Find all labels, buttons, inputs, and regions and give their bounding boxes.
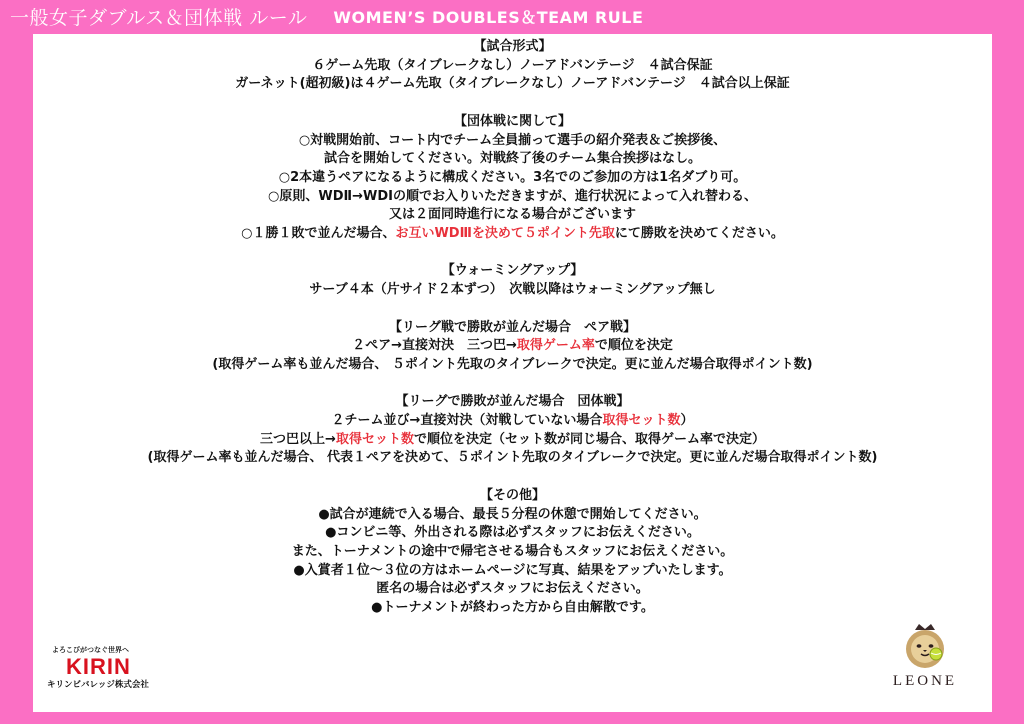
spacer: [33, 94, 992, 113]
match-format-line: ６ゲーム先取（タイブレークなし）ノーアドバンテージ ４試合保証: [312, 57, 713, 73]
other-line: ●コンビニ等、外出される際は必ずスタッフにお伝えください。: [325, 525, 700, 541]
league-team-line: (取得ゲーム率も並んだ場合、 代表１ペアを決めて、５ポイント先取のタイブレークで決定。更に並んだ場合取得ポイント数): [147, 450, 878, 466]
page-title-english: WOMEN’S DOUBLES＆TEAM RULE: [333, 7, 644, 27]
other-line: ●トーナメントが終わった方から自由解散です。: [371, 600, 654, 616]
other-heading: 【その他】: [479, 487, 545, 503]
rules-panel: [33, 34, 992, 712]
league-pair-highlight: 取得ゲーム率: [516, 338, 595, 354]
other-line: ●試合が連続で入る場合、最長５分程の休憩で開始してください。: [318, 506, 707, 522]
team-rule-highlight: お互いWDⅢを決めて５ポイント先取: [395, 226, 615, 242]
league-team-text: で順位を決定（セット数が同じ場合、取得ゲーム率で決定）: [413, 431, 765, 447]
league-pair-line: [33, 337, 992, 356]
spacer: [33, 244, 992, 263]
rules-content: [33, 38, 992, 618]
match-format-heading: 【試合形式】: [473, 39, 552, 54]
team-rule-line: ○対戦開始前、コート内でチーム全員揃って選手の紹介発表＆ご挨拶後、: [298, 132, 727, 148]
spacer: [33, 300, 992, 319]
page-title: 一般女子ダブルス＆団体戦 ルール: [10, 6, 308, 29]
team-rule-text: ○１勝１敗で並んだ場合、: [241, 226, 396, 242]
spacer: [33, 375, 992, 394]
team-rule-line: 試合を開始してください。対戦終了後のチーム集合挨拶はなし。: [323, 151, 701, 167]
league-team-highlight: 取得セット数: [335, 431, 414, 447]
kirin-tagline: よろこびがつなぐ世界へ: [52, 646, 129, 654]
warmup-heading: 【ウォーミングアップ】: [441, 263, 584, 279]
team-rule-text: にて勝敗を決めてください。: [614, 226, 784, 242]
other-line: ●入賞者１位～３位の方はホームページに写真、結果をアップいたします。: [293, 562, 732, 578]
league-team-line: [33, 431, 992, 450]
league-pair-line: (取得ゲーム率も並んだ場合、 ５ポイント先取のタイブレークで決定。更に並んだ場合取得ポイント数): [212, 356, 813, 372]
kirin-sponsor-logo: [44, 646, 164, 702]
league-pair-text: で順位を決定: [594, 338, 673, 354]
league-team-line: [33, 412, 992, 431]
team-rule-line: 又は２面同時進行になる場合がございます: [388, 207, 636, 223]
team-rule-line: ○原則、WDⅡ→WDⅠの順でお入りいただきますが、進行状況によって入れ替わる、: [268, 188, 757, 204]
league-pair-heading: 【リーグ戦で勝敗が並んだ場合 ペア戦】: [388, 319, 636, 335]
league-team-text: ）: [680, 413, 694, 428]
lion-crest-icon: [899, 620, 951, 672]
league-team-heading: 【リーグで勝敗が並んだ場合 団体戦】: [395, 394, 630, 410]
league-team-text: 三つ巴以上→: [260, 431, 336, 447]
league-team-highlight: 取得セット数: [602, 413, 681, 428]
match-format-line: ガーネット(超初級)は４ゲーム先取（タイブレークなし）ノーアドバンテージ ４試合以上保証: [235, 76, 790, 92]
page-header: [0, 0, 1024, 32]
league-team-text: ２チーム並び→直接対決（対戦していない場合: [331, 413, 603, 428]
team-rule-line: ○2本違うペアになるように構成ください。3名でのご参加の方は1名ダブり可。: [278, 169, 747, 185]
other-line: 匿名の場合は必ずスタッフにお伝えください。: [376, 581, 649, 597]
kirin-company-name: キリンビバレッジ株式会社: [47, 680, 149, 690]
warmup-line: サーブ４本（片サイド２本ずつ） 次戦以降はウォーミングアップ無し: [309, 282, 716, 298]
league-pair-text: ２ペア→直接対決 三つ巴→: [352, 338, 517, 354]
leone-wordmark: LEONE: [892, 673, 958, 689]
kirin-wordmark: KIRIN: [66, 654, 131, 679]
leone-sponsor-logo: [880, 620, 970, 690]
team-heading: 【団体戦に関して】: [453, 113, 571, 129]
other-line: また、トーナメントの途中で帰宅させる場合もスタッフにお伝えください。: [291, 543, 734, 559]
spacer: [33, 468, 992, 487]
team-rule-line: [33, 225, 992, 244]
